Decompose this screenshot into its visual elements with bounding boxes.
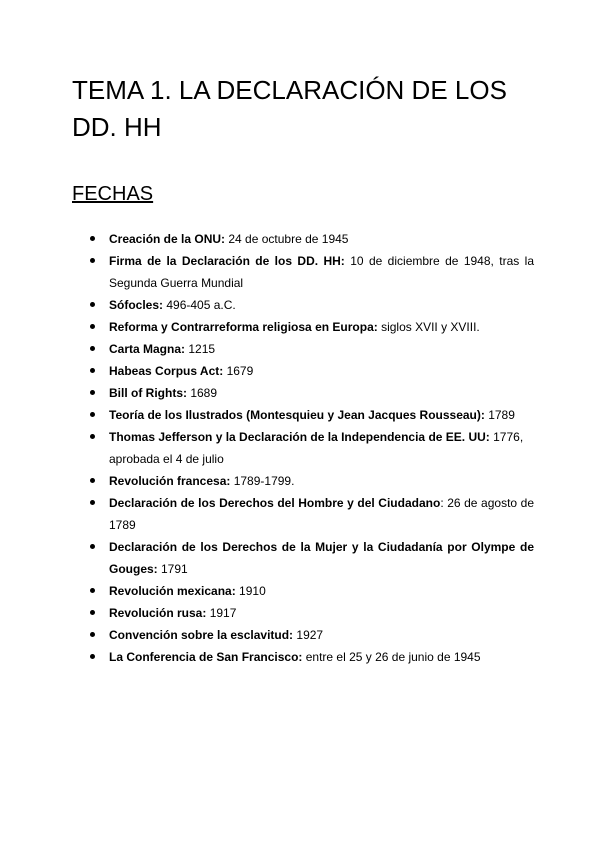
bullet-icon [90,390,95,395]
list-item [72,382,534,404]
bullet-icon [90,412,95,417]
item-term: Declaración de los Derechos de la Mujer y la Ciudadanía por Olympe de Gouges: [109,540,534,576]
list-item [72,316,534,338]
item-detail: : 26 de agosto de 1789 [109,496,534,532]
item-term: Carta Magna: [109,342,186,356]
item-detail: 1679 [223,364,254,378]
item-detail: siglos XVII y XVIII. [377,320,480,334]
page-title: TEMA 1. LA DECLARACIÓN DE LOS DD. HH [72,75,507,142]
item-detail: 1789 [484,408,515,422]
item-detail: 1791 [157,562,188,576]
bullet-icon [90,632,95,637]
item-detail: 1689 [187,386,218,400]
bullet-icon [90,478,95,483]
list-item [72,294,534,316]
item-term: Revolución francesa: [109,474,231,488]
item-term: Sófocles: [109,298,164,312]
bullet-icon [90,346,95,351]
bullet-icon [90,654,95,659]
list-item [72,624,534,646]
item-detail: 1917 [206,606,237,620]
item-detail: 1215 [185,342,216,356]
item-detail: 1927 [293,628,324,642]
list-item [72,580,534,602]
item-term: Firma de la Declaración de los DD. HH: [109,254,345,268]
list-item [72,492,534,536]
bullet-icon [90,302,95,307]
item-detail: 1910 [235,584,266,598]
list-item [72,646,534,668]
list-item [72,602,534,624]
item-term: La Conferencia de San Francisco: [109,650,303,664]
list-item [72,250,534,294]
bullet-icon [90,588,95,593]
bullet-icon [90,544,95,549]
item-detail: 496-405 a.C. [163,298,236,312]
item-term: Revolución rusa: [109,606,207,620]
list-item [72,536,534,580]
list-item [72,470,534,492]
section-heading-fechas: FECHAS [72,183,154,205]
list-item [72,228,534,250]
list-item [72,360,534,382]
item-term: Habeas Corpus Act: [109,364,224,378]
bullet-icon [90,500,95,505]
item-detail: 1776, aprobada el 4 de julio [109,430,524,466]
list-item [72,426,534,470]
item-term: Declaración de los Derechos del Hombre y del Ciudadano [109,496,441,510]
item-term: Convención sobre la esclavitud: [109,628,294,642]
item-term: Reforma y Contrarreforma religiosa en Europa: [109,320,378,334]
item-detail: entre el 25 y 26 de junio de 1945 [302,650,481,664]
item-term: Revolución mexicana: [109,584,236,598]
item-detail: 1789-1799. [230,474,295,488]
bullet-icon [90,258,95,263]
list-item [72,338,534,360]
item-term: Bill of Rights: [109,386,187,400]
bullet-icon [90,434,95,439]
item-term: Creación de la ONU: [109,232,226,246]
bullet-icon [90,368,95,373]
item-term: Thomas Jefferson y la Declaración de la Independencia de EE. UU: [109,430,490,444]
item-detail: 10 de diciembre de 1948, tras la Segunda Guerra Mundial [109,254,534,290]
dates-list [72,228,534,668]
bullet-icon [90,610,95,615]
item-term: Teoría de los Ilustrados (Montesquieu y Jean Jacques Rousseau): [109,408,485,422]
item-detail: 24 de octubre de 1945 [225,232,349,246]
bullet-icon [90,324,95,329]
list-item [72,404,534,426]
bullet-icon [90,236,95,241]
